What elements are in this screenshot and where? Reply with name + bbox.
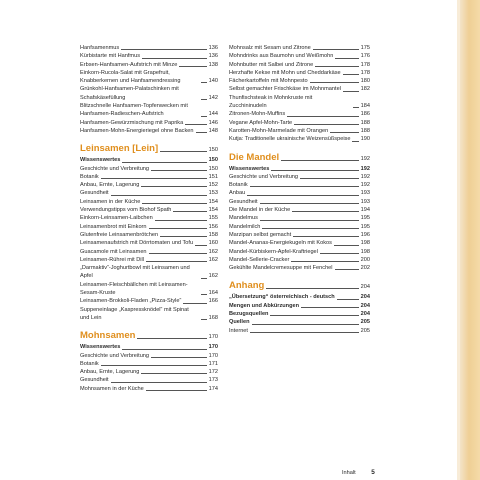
toc-entry-page: 195 bbox=[360, 223, 370, 230]
toc-entry bbox=[229, 127, 370, 135]
toc-entry-page: 142 bbox=[208, 94, 218, 101]
toc-entry bbox=[80, 306, 218, 323]
toc-entry bbox=[229, 165, 370, 173]
leader-line bbox=[142, 203, 206, 204]
toc-entry bbox=[80, 85, 218, 102]
toc-entry-page: 193 bbox=[360, 190, 370, 197]
toc-entry-page: 148 bbox=[208, 127, 218, 134]
toc-entry bbox=[229, 173, 370, 181]
toc-entry-page: 180 bbox=[360, 78, 370, 85]
toc-entry-page: 162 bbox=[208, 273, 218, 280]
toc-entry-page: 171 bbox=[208, 360, 218, 367]
toc-entry bbox=[80, 119, 218, 127]
toc-entry bbox=[229, 239, 370, 247]
toc-entry-title: Botanik bbox=[80, 360, 99, 367]
leader-line bbox=[293, 236, 358, 237]
toc-entry-title: Mohndrinks aus Baumohn und Weißmohn bbox=[229, 53, 334, 60]
leader-line bbox=[101, 178, 207, 179]
toc-entry-title: Mohnsalz mit Sesam und Zitrone bbox=[229, 45, 311, 51]
leader-line bbox=[262, 228, 358, 229]
toc-entry-title: Wissenswertes bbox=[80, 344, 121, 351]
toc-entry-title: Hanfsamen-Gewürzmischung mit Paprika bbox=[80, 119, 184, 126]
toc-entry-title: Gesundheit bbox=[80, 377, 109, 384]
leader-line bbox=[315, 66, 358, 67]
toc-entry-page: 136 bbox=[208, 53, 218, 60]
leader-line bbox=[183, 303, 206, 304]
toc-entry-page: 188 bbox=[360, 127, 370, 134]
toc-entry bbox=[229, 248, 370, 256]
page-footer bbox=[342, 469, 375, 476]
toc-entry-page: 166 bbox=[208, 298, 218, 305]
toc-entry-page: 152 bbox=[208, 182, 218, 189]
toc-entry-page: 170 bbox=[208, 344, 218, 351]
toc-entry-page: 172 bbox=[208, 369, 218, 376]
toc-entry bbox=[229, 52, 370, 60]
toc-entry-title: Botanik bbox=[80, 173, 99, 180]
leader-line bbox=[122, 162, 206, 163]
toc-entry-title: Anbau bbox=[229, 190, 246, 197]
leader-line bbox=[270, 315, 358, 316]
toc-entry-title: Selbst gemachter Frischkäse im Mohnmantel bbox=[229, 86, 341, 93]
leader-line bbox=[201, 82, 207, 83]
toc-entry-title: Gekühlte Mandelcremesuppe mit Fenchel bbox=[229, 265, 333, 272]
leader-line bbox=[101, 365, 207, 366]
toc-entry bbox=[229, 318, 370, 326]
toc-entry-title: Mandelmus bbox=[229, 215, 258, 222]
leader-line bbox=[343, 74, 359, 75]
toc-entry-page: 192 bbox=[360, 182, 370, 189]
toc-entry-page: 162 bbox=[208, 256, 218, 263]
toc-entry bbox=[80, 127, 218, 135]
toc-entry-title: Geschichte und Verbreitung bbox=[80, 165, 150, 172]
toc-entry-page: 195 bbox=[360, 215, 370, 222]
toc-entry-page: 140 bbox=[208, 78, 218, 85]
leader-line bbox=[260, 203, 359, 204]
leader-line bbox=[250, 186, 359, 187]
leader-line bbox=[266, 288, 358, 289]
toc-entry-page: 175 bbox=[360, 45, 370, 51]
toc-entry-title: Wissenswertes bbox=[229, 165, 270, 172]
toc-entry bbox=[229, 119, 370, 127]
toc-entry-title: Die Mandel in der Küche bbox=[229, 207, 291, 214]
toc-entry bbox=[80, 189, 218, 197]
toc-entry-page: 151 bbox=[208, 173, 218, 180]
toc-entry-page: 153 bbox=[208, 190, 218, 197]
toc-entry-page: 182 bbox=[360, 86, 370, 93]
toc-entry bbox=[229, 264, 370, 272]
toc-entry-title: Anbau, Ernte, Lagerung bbox=[80, 369, 140, 376]
toc-entry-title: Quellen bbox=[229, 319, 250, 326]
toc-entry-title: Gesundheit bbox=[229, 198, 258, 205]
toc-entry-title: Geschichte und Verbreitung bbox=[229, 173, 299, 180]
toc-entry bbox=[80, 223, 218, 231]
toc-entry-title: Leinsamen-Fleischbällchen mit Leinsamen-Sesam-Kruste bbox=[80, 281, 188, 297]
toc-entry-title: Einkorn-Rucola-Salat mit Grapefruit, Knabberkernen und Hanfsamendressing bbox=[80, 69, 181, 85]
leader-line bbox=[146, 261, 207, 262]
toc-entry bbox=[80, 214, 218, 222]
toc-entry-title: Anbau, Ernte, Lagerung bbox=[80, 182, 140, 189]
toc-entry bbox=[80, 173, 218, 181]
toc-entry bbox=[80, 256, 218, 264]
toc-entry-title: Thunfischsteak in Mohnkruste mit Zucchininudeln bbox=[229, 94, 313, 110]
toc-entry-title: Bezugsquellen bbox=[229, 311, 269, 318]
toc-entry bbox=[229, 110, 370, 118]
toc-entry-page: 198 bbox=[360, 248, 370, 255]
toc-entry bbox=[80, 231, 218, 239]
toc-entry-page: 200 bbox=[360, 256, 370, 263]
toc-entry-title: „Übersetzung“ österreichisch - deutsch bbox=[229, 294, 335, 301]
leader-line bbox=[294, 124, 359, 125]
toc-entry-title: Mandel-Sellerie-Cracker bbox=[229, 256, 290, 263]
toc-entry bbox=[229, 293, 370, 301]
toc-entry bbox=[229, 327, 370, 335]
toc-entry-page: 138 bbox=[208, 61, 218, 68]
toc-entry bbox=[229, 256, 370, 264]
toc-entry-page: 178 bbox=[360, 61, 370, 68]
toc-entry bbox=[229, 94, 370, 111]
section-title: Anhang bbox=[229, 280, 265, 292]
toc-entry-page: 144 bbox=[208, 111, 218, 118]
toc-entry bbox=[80, 343, 218, 351]
leader-line bbox=[111, 195, 207, 196]
toc-entry bbox=[80, 360, 218, 368]
leader-line bbox=[260, 220, 359, 221]
toc-entry bbox=[80, 264, 218, 281]
leader-line bbox=[201, 99, 207, 100]
toc-entry bbox=[80, 376, 218, 384]
leader-line bbox=[353, 107, 359, 108]
toc-entry bbox=[229, 85, 370, 93]
toc-entry bbox=[80, 248, 218, 256]
toc-entry-title: Leinsamenbrot mit Einkorn bbox=[80, 223, 147, 230]
section-page: 150 bbox=[208, 147, 218, 154]
toc-entry bbox=[229, 198, 370, 206]
toc-entry-page: 204 bbox=[360, 302, 370, 309]
toc-entry-page: 154 bbox=[208, 198, 218, 205]
toc-entry-title: Grünkohl-Hanfsamen-Palatschinken mit Schafskäsefüllung bbox=[80, 86, 179, 101]
section-page: 192 bbox=[360, 155, 370, 162]
leader-line bbox=[337, 299, 359, 300]
toc-entry bbox=[80, 102, 218, 119]
leader-line bbox=[310, 82, 359, 83]
footer-label: Inhalt bbox=[342, 470, 356, 476]
section-heading bbox=[229, 280, 370, 291]
toc-entry-title: Herzhafte Kekse mit Mohn und Cheddarkäse bbox=[229, 69, 341, 76]
toc-entry-page: 190 bbox=[360, 136, 370, 143]
section-title: Die Mandel bbox=[229, 151, 280, 163]
section-title: Mohnsamen bbox=[80, 330, 136, 342]
toc-entry bbox=[80, 198, 218, 206]
toc-entry bbox=[80, 385, 218, 393]
toc-entry bbox=[229, 69, 370, 77]
leader-line bbox=[250, 332, 359, 333]
toc-entry-title: Kutja: Traditionelle ukrainische Weizensüßspeise bbox=[229, 136, 351, 143]
toc-entry-page: 205 bbox=[360, 327, 370, 334]
toc-entry-title: Marzipan selbst gemacht bbox=[229, 231, 292, 238]
toc-entry-title: Mohnsamen in der Küche bbox=[80, 385, 144, 392]
toc-entry bbox=[80, 297, 218, 305]
leader-line bbox=[291, 261, 358, 262]
toc-column-right bbox=[229, 44, 370, 335]
leader-line bbox=[122, 349, 206, 350]
leader-line bbox=[111, 382, 207, 383]
toc-entry bbox=[80, 352, 218, 360]
toc-entry-title: Mandel-Ananas-Energiekugeln mit Kokos bbox=[229, 240, 332, 247]
toc-entry-page: 178 bbox=[360, 69, 370, 76]
leader-line bbox=[343, 91, 359, 92]
toc-entry-page: 192 bbox=[360, 165, 370, 172]
section-heading bbox=[229, 152, 370, 163]
toc-entry-title: Glutenfreie Leinsamenbrötchen bbox=[80, 231, 159, 238]
toc-entry bbox=[80, 61, 218, 69]
leader-line bbox=[201, 319, 207, 320]
section-page: 170 bbox=[208, 334, 218, 341]
leader-line bbox=[313, 49, 359, 50]
toc-entry bbox=[229, 135, 370, 143]
leader-line bbox=[151, 170, 207, 171]
leader-line bbox=[292, 211, 358, 212]
leader-line bbox=[335, 58, 358, 59]
toc-entry-title: Hanfsamen-Mohn-Energieriegel ohne Backen bbox=[80, 127, 194, 134]
toc-entry-title: Einkorn-Leinsamen-Laibchen bbox=[80, 215, 153, 222]
leader-line bbox=[179, 66, 206, 67]
toc-entry-page: 155 bbox=[208, 215, 218, 222]
leader-line bbox=[149, 228, 207, 229]
leader-line bbox=[141, 373, 206, 374]
toc-entry-title: Zitronen-Mohn-Muffins bbox=[229, 111, 286, 118]
toc-entry bbox=[80, 165, 218, 173]
toc-entry-title: Leinsamen-Brokkoli-Fladen „Pizza-Style“ bbox=[80, 298, 182, 305]
toc-entry-page: 188 bbox=[360, 119, 370, 126]
toc-entry-page: 193 bbox=[360, 198, 370, 205]
toc-entry bbox=[229, 77, 370, 85]
toc-column-left bbox=[80, 44, 218, 393]
page-number: 5 bbox=[371, 469, 375, 476]
leader-line bbox=[160, 236, 207, 237]
toc-entry bbox=[229, 206, 370, 214]
toc-entry-page: 194 bbox=[360, 207, 370, 214]
toc-entry-title: Leinsamen-Rührei mit Dill bbox=[80, 256, 145, 263]
leader-line bbox=[141, 186, 206, 187]
toc-entry-title: Mengen und Abkürzungen bbox=[229, 302, 300, 309]
decorative-watercolor-strip bbox=[460, 0, 480, 480]
leader-line bbox=[320, 253, 359, 254]
toc-entry-title: Blitzschnelle Hanfsamen-Topfenwecken mit Hanfsamen-Radieschen-Aufstrich bbox=[80, 103, 188, 118]
leader-line bbox=[281, 160, 359, 161]
leader-line bbox=[287, 116, 358, 117]
leader-line bbox=[196, 132, 207, 133]
toc-entry-page: 174 bbox=[208, 385, 218, 392]
leader-line bbox=[155, 220, 207, 221]
toc-entry-title: Verwendungstipps vom Biohof Spath bbox=[80, 207, 172, 214]
leader-line bbox=[330, 132, 358, 133]
toc-entry-title: Internet bbox=[229, 327, 248, 334]
toc-entry-page: 156 bbox=[208, 223, 218, 230]
leader-line bbox=[352, 141, 358, 142]
section-title: Leinsamen [Lein] bbox=[80, 143, 159, 155]
toc-entry bbox=[229, 61, 370, 69]
toc-entry-title: Fächerkartoffeln mit Mohnpesto bbox=[229, 78, 308, 85]
toc-entry-title: Kürbistarte mit Hanfmus bbox=[80, 53, 140, 60]
leader-line bbox=[271, 170, 358, 171]
toc-entry-page: 192 bbox=[360, 173, 370, 180]
leader-line bbox=[300, 178, 359, 179]
toc-entry-page: 204 bbox=[360, 311, 370, 318]
toc-entry-title: Geschichte und Verbreitung bbox=[80, 352, 150, 359]
toc-entry-title: Leinsamen in der Küche bbox=[80, 198, 141, 205]
toc-entry-page: 162 bbox=[208, 248, 218, 255]
toc-entry bbox=[229, 214, 370, 222]
toc-entry bbox=[80, 44, 218, 52]
toc-entry bbox=[80, 239, 218, 247]
toc-entry bbox=[80, 52, 218, 60]
toc-entry-page: 164 bbox=[208, 290, 218, 297]
toc-entry bbox=[229, 44, 370, 52]
leader-line bbox=[121, 49, 206, 50]
leader-line bbox=[142, 58, 207, 59]
toc-entry-page: 146 bbox=[208, 119, 218, 126]
leader-line bbox=[252, 324, 359, 325]
toc-entry bbox=[229, 231, 370, 239]
toc-entry-title: Botanik bbox=[229, 182, 248, 189]
toc-entry bbox=[80, 281, 218, 298]
toc-entry-page: 196 bbox=[360, 231, 370, 238]
toc-entry-page: 198 bbox=[360, 240, 370, 247]
leader-line bbox=[173, 211, 206, 212]
section-heading bbox=[80, 330, 218, 341]
toc-entry-page: 158 bbox=[208, 231, 218, 238]
leader-line bbox=[195, 245, 207, 246]
toc-entry-title: Erbsen-Hanfsamen-Aufstrich mit Minze bbox=[80, 61, 178, 68]
toc-entry-page: 150 bbox=[208, 157, 218, 164]
toc-entry bbox=[80, 368, 218, 376]
toc-entry bbox=[229, 302, 370, 310]
toc-entry-title: Mohnbutter mit Salbei und Zitrone bbox=[229, 61, 314, 68]
toc-entry-page: 204 bbox=[360, 294, 370, 301]
leader-line bbox=[185, 124, 206, 125]
toc-entry-title: „Darmaktiv“-Joghurtbowl mit Leinsamen und Apfel bbox=[80, 265, 190, 280]
section-page: 204 bbox=[360, 284, 370, 291]
toc-entry-page: 136 bbox=[208, 45, 218, 51]
toc-entry bbox=[229, 189, 370, 197]
toc-entry bbox=[80, 206, 218, 214]
toc-entry-page: 168 bbox=[208, 314, 218, 321]
toc-entry-title: Leinsamenaufstrich mit Dörrtomaten und Tofu bbox=[80, 240, 194, 247]
toc-entry-page: 202 bbox=[360, 265, 370, 272]
toc-entry-page: 184 bbox=[360, 103, 370, 110]
toc-entry-title: Guacamole mit Leinsamen bbox=[80, 248, 147, 255]
section-heading bbox=[80, 143, 218, 154]
leader-line bbox=[201, 294, 207, 295]
leader-line bbox=[201, 116, 207, 117]
leader-line bbox=[146, 390, 207, 391]
toc-entry-title: Hanfsamenmus bbox=[80, 45, 120, 51]
toc-entry-page: 173 bbox=[208, 377, 218, 384]
leader-line bbox=[335, 269, 359, 270]
leader-line bbox=[151, 357, 207, 358]
leader-line bbox=[137, 338, 206, 339]
leader-line bbox=[149, 253, 207, 254]
leader-line bbox=[160, 151, 207, 152]
toc-entry bbox=[229, 310, 370, 318]
toc-entry-page: 176 bbox=[360, 53, 370, 60]
toc-entry bbox=[80, 156, 218, 164]
toc-entry-title: Karotten-Mohn-Marmelade mit Orangen bbox=[229, 127, 329, 134]
toc-entry-title: Suppeneinlage „Kaspressknödel“ mit Spinat und Lein bbox=[80, 306, 189, 321]
toc-entry-page: 205 bbox=[360, 319, 370, 326]
leader-line bbox=[247, 195, 358, 196]
leader-line bbox=[201, 278, 207, 279]
toc-entry-title: Mandel-Kürbiskern-Apfel-Kraftriegel bbox=[229, 248, 318, 255]
toc-entry-page: 170 bbox=[208, 352, 218, 359]
toc-entry-page: 154 bbox=[208, 207, 218, 214]
leader-line bbox=[301, 307, 359, 308]
toc-entry bbox=[229, 223, 370, 231]
toc-entry-page: 150 bbox=[208, 165, 218, 172]
leader-line bbox=[334, 245, 359, 246]
toc-entry bbox=[80, 181, 218, 189]
toc-entry-title: Wissenswertes bbox=[80, 157, 121, 164]
toc-entry-title: Gesundheit bbox=[80, 190, 109, 197]
toc-entry-page: 186 bbox=[360, 111, 370, 118]
toc-entry-title: Mandelmilch bbox=[229, 223, 261, 230]
toc-entry-page: 160 bbox=[208, 240, 218, 247]
toc-entry bbox=[80, 69, 218, 86]
toc-entry bbox=[229, 181, 370, 189]
toc-entry-title: Vegane Apfel-Mohn-Tarte bbox=[229, 119, 293, 126]
